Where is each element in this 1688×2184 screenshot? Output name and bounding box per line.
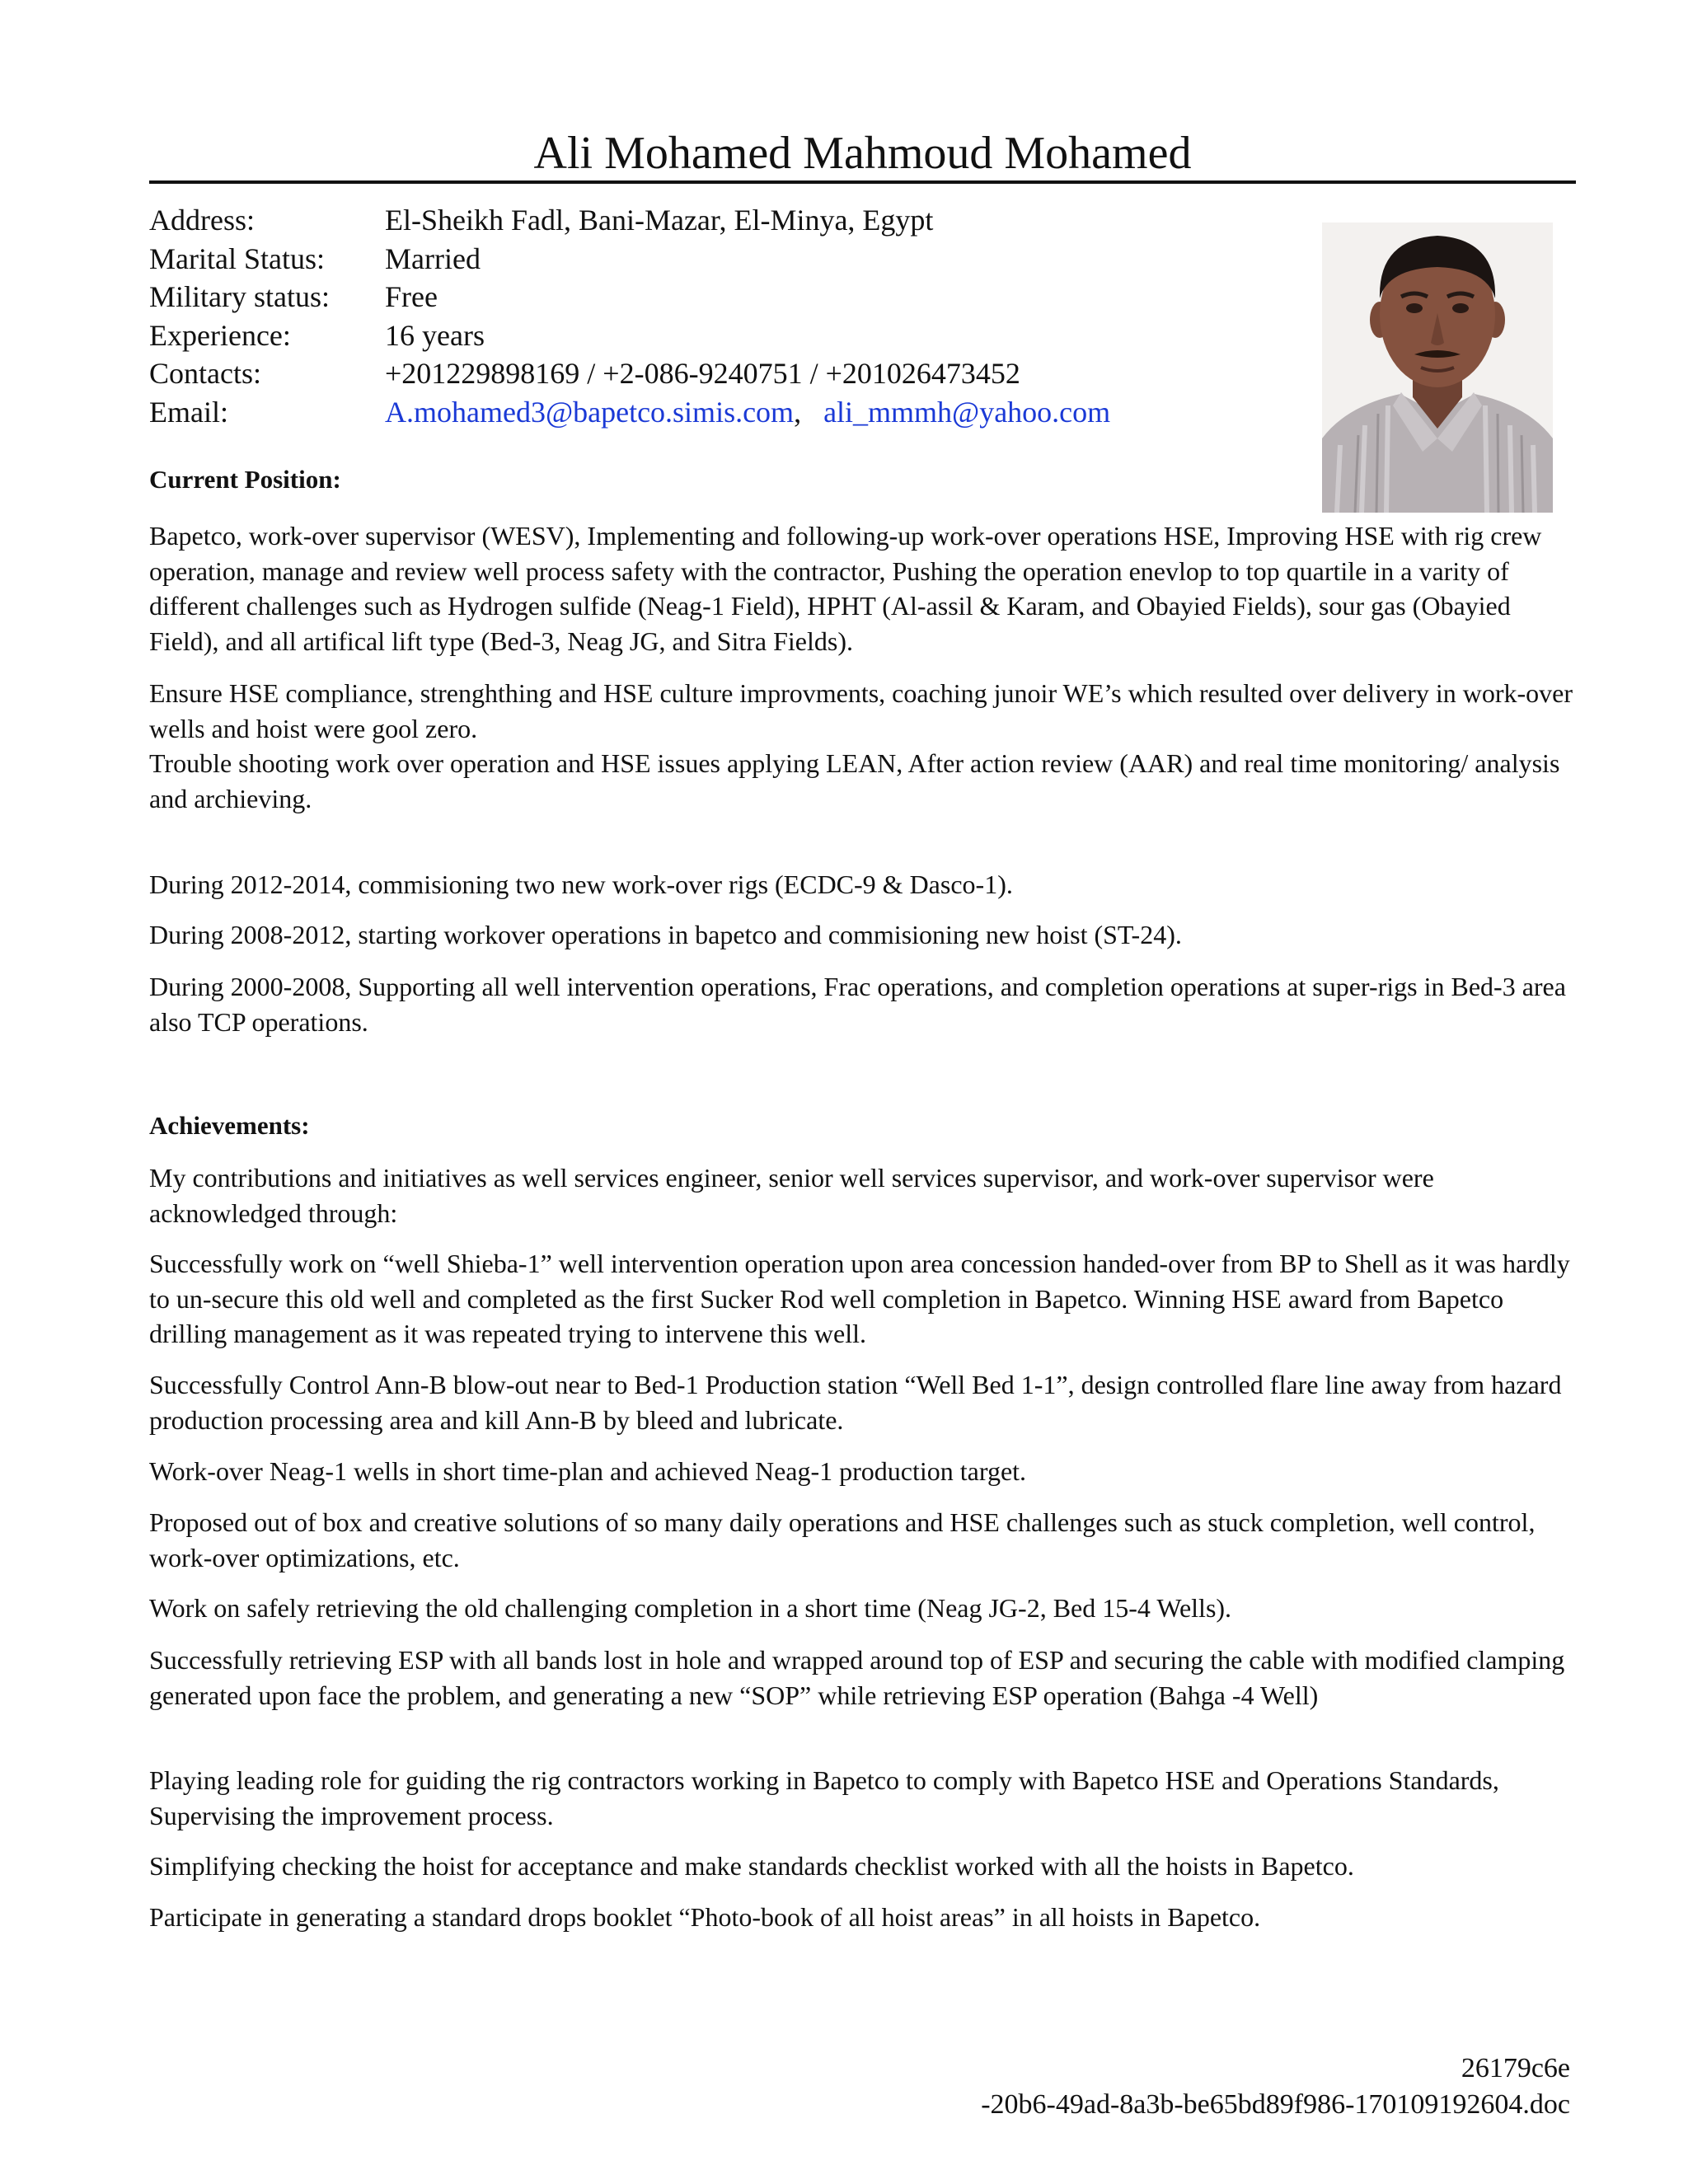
experience-row: [149, 316, 1320, 355]
achievement-item: Simplifying checking the hoist for acceptance and make standards checklist worked with all the hoists in Bapetco.: [149, 1851, 1354, 1881]
position-history-2000: During 2000-2008, Supporting all well intervention operations, Frac operations, and completion operations at super-rigs in Bed-3 area also TCP operations.: [149, 972, 1566, 1037]
marital-row: [149, 240, 1320, 279]
position-paragraph-2: Ensure HSE compliance, strenghthing and HSE culture improvments, coaching junoir WE’s which resulted over delivery in work-over wells and hoist were gool zero.: [149, 678, 1573, 743]
achievements-heading: Achievements:: [149, 1111, 310, 1140]
position-paragraph-1: Bapetco, work-over supervisor (WESV), Implementing and following-up work-over operations HSE, Improving HSE with rig crew operation, manage and review well process safety with the contractor, Pushing the operation enevlop to top quartile in a varity of different challenges such as Hydrogen sulfide (Neag-1 Field), HPHT (Al-assil & Karam, and Obayied Fields), sour gas (Obayied Field), and all artifical lift type (Bed-3, Neag JG, and Sitra Fields).: [149, 521, 1542, 656]
experience-label: Experience:: [149, 318, 291, 352]
military-row: [149, 278, 1320, 316]
profile-photo: [1322, 223, 1553, 513]
email-link-personal[interactable]: ali_mmmh@yahoo.com: [823, 395, 1111, 429]
achievement-item: Playing leading role for guiding the rig contractors working in Bapetco to comply with Bapetco HSE and Operations Standards, Supervising the improvement process.: [149, 1765, 1499, 1830]
current-position-heading: Current Position:: [149, 465, 341, 494]
email-separator: ,: [794, 395, 802, 429]
email-values: [385, 393, 1110, 432]
portrait-illustration: [1322, 223, 1553, 513]
military-label: Military status:: [149, 280, 330, 313]
document-footer: [981, 2050, 1570, 2123]
contacts-label: Contacts:: [149, 357, 261, 390]
address-label: Address:: [149, 204, 255, 237]
achievement-item: Successfully Control Ann-B blow-out near to Bed-1 Production station “Well Bed 1-1”, design controlled flare line away from hazard production processing area and kill Ann-B by bleed and lubricate.: [149, 1370, 1562, 1435]
achievement-item: Proposed out of box and creative solutions of so many daily operations and HSE challenges such as stuck completion, well control, work-over optimizations, etc.: [149, 1507, 1536, 1572]
achievement-item: Work on safely retrieving the old challenging completion in a short time (Neag JG-2, Bed 15-4 Wells).: [149, 1593, 1232, 1623]
position-paragraph-3: Trouble shooting work over operation and HSE issues applying LEAN, After action review (AAR) and real time monitoring/ analysis and archieving.: [149, 748, 1560, 813]
marital-value: Married: [385, 241, 481, 275]
achievement-item: Work-over Neag-1 wells in short time-plan and achieved Neag-1 production target.: [149, 1456, 1027, 1486]
address-value: El-Sheikh Fadl, Bani-Mazar, El-Minya, Egypt: [385, 204, 934, 237]
personal-info: [149, 201, 1320, 431]
email-row: [149, 393, 1320, 432]
email-link-work[interactable]: A.mohamed3@bapetco.simis.com: [385, 395, 795, 429]
marital-label: Marital Status:: [149, 241, 325, 275]
address-row: [149, 201, 1320, 240]
achievement-item: Participate in generating a standard drops booklet “Photo-book of all hoist areas” in all hoists in Bapetco.: [149, 1902, 1261, 1932]
position-history-2008: During 2008-2012, starting workover operations in bapetco and commisioning new hoist (ST-24).: [149, 920, 1182, 949]
contacts-row: [149, 354, 1320, 393]
position-history-2012: During 2012-2014, commisioning two new work-over rigs (ECDC-9 & Dasco-1).: [149, 869, 1013, 899]
email-label: Email:: [149, 395, 228, 429]
achievement-item: Successfully work on “well Shieba-1” well intervention operation upon area concession handed-over from BP to Shell as it was hardly to un-secure this old well and completed as the first Sucker Rod well completion in Bapetco. Winning HSE award from Bapetco drilling management as it was repeated trying to intervene this well.: [149, 1249, 1570, 1348]
achievement-item: My contributions and initiatives as well services engineer, senior well services supervisor, and work-over supervisor were acknowledged through:: [149, 1163, 1434, 1228]
military-value: Free: [385, 280, 438, 313]
footer-id-line-1: 26179c6e: [1461, 2053, 1570, 2083]
candidate-name: Ali Mohamed Mahmoud Mohamed: [533, 128, 1192, 179]
achievement-item: Successfully retrieving ESP with all bands lost in hole and wrapped around top of ESP and securing the cable with modified clamping generated upon face the problem, and generating a new “SOP” while retrieving ESP operation (Bahga -4 Well): [149, 1645, 1565, 1710]
experience-value: 16 years: [385, 318, 485, 352]
contacts-value: +201229898169 / +2-086-9240751 / +201026473452: [385, 357, 1020, 390]
header-rule: [149, 180, 1576, 184]
footer-id-line-2: -20b6-49ad-8a3b-be65bd89f986-170109192604.doc: [981, 2089, 1570, 2120]
